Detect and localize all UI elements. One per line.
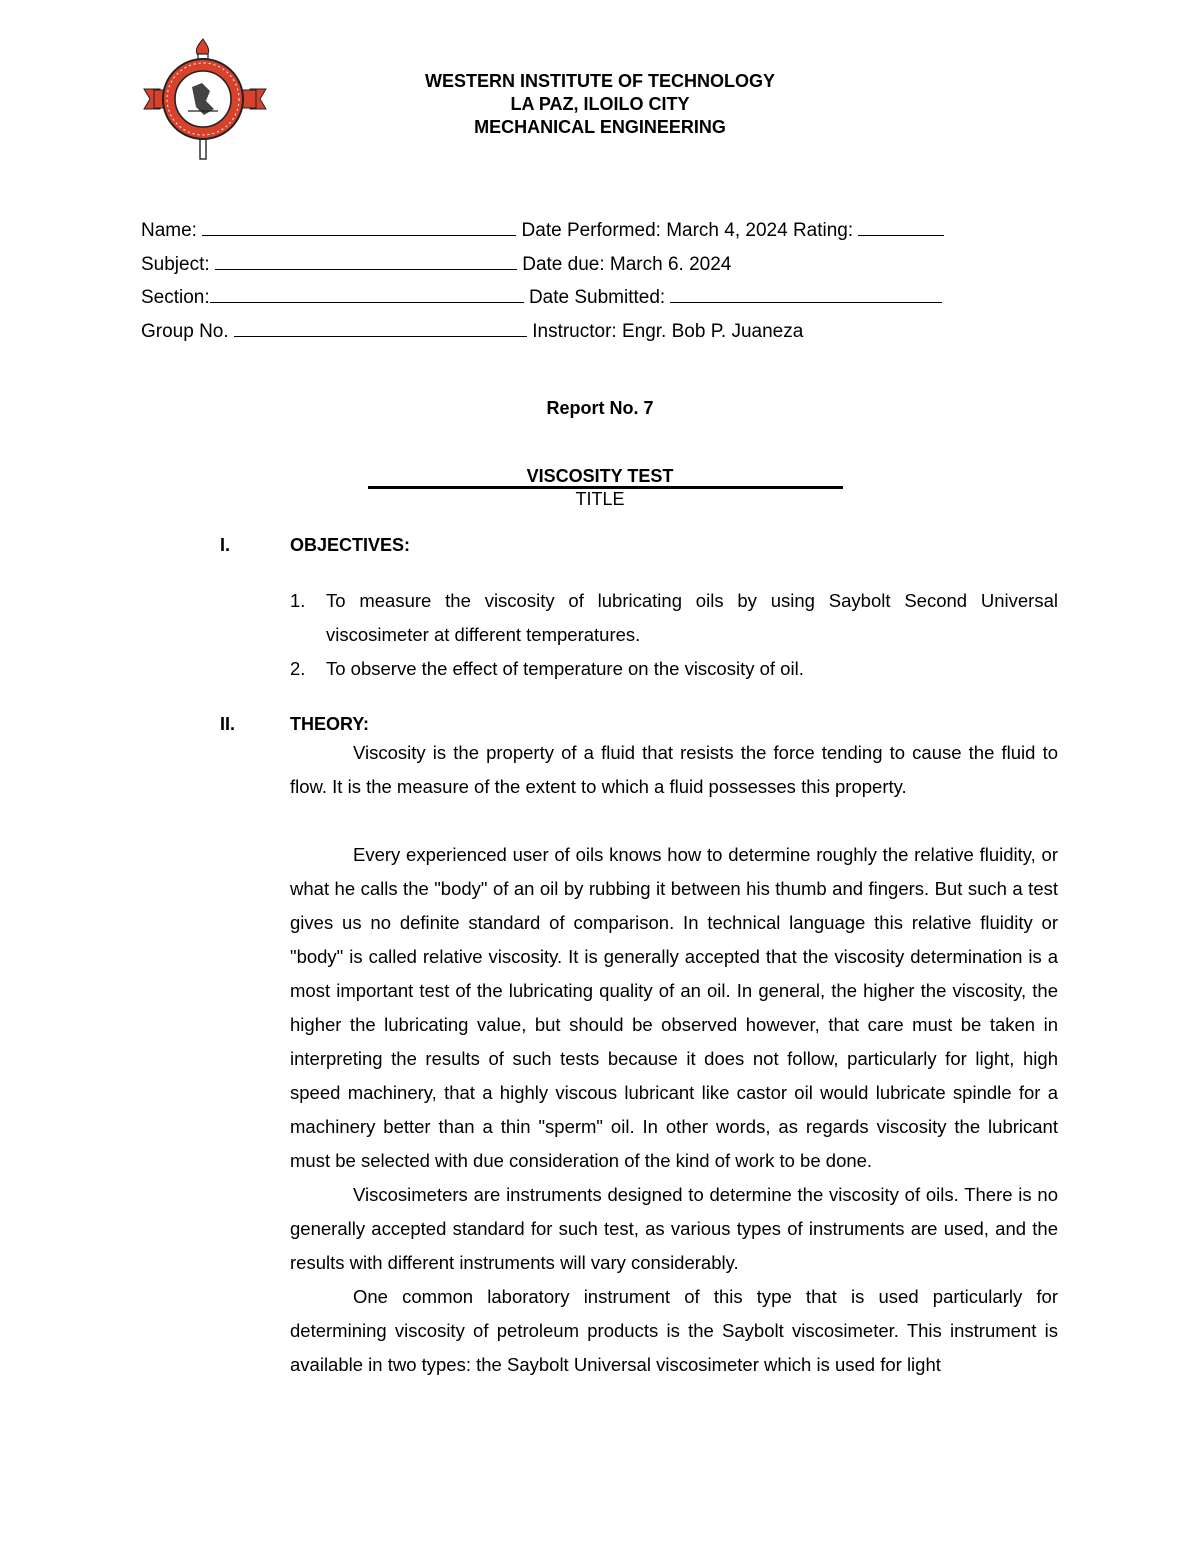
- group-blank[interactable]: [234, 319, 527, 337]
- objectives-numeral: I.: [220, 535, 231, 555]
- list-text: To measure the viscosity of lubricating oils by using Saybolt Second Universal viscosimeter at different temperatures.: [326, 590, 1058, 645]
- info-row-group: [141, 319, 803, 344]
- date-performed: Date Performed: March 4, 2024: [521, 220, 788, 241]
- name-label: Name:: [141, 220, 197, 241]
- report-title: VISCOSITY TEST: [526, 466, 674, 486]
- objectives-list: [290, 584, 1058, 686]
- document-header: [0, 70, 1200, 139]
- rating-blank[interactable]: [858, 218, 944, 236]
- date-submitted-label: Date Submitted:: [528, 287, 666, 308]
- theory-paragraph: One common laboratory instrument of this type that is used particularly for determining viscosity of petroleum products is the Saybolt viscosimeter. This instrument is available in two types: the Saybolt Universal viscosimeter which is used for light: [290, 1286, 1058, 1375]
- theory-numeral: II.: [220, 714, 236, 734]
- subject-blank[interactable]: [215, 252, 517, 270]
- theory-heading: THEORY:: [290, 714, 369, 734]
- group-label: Group No.: [141, 321, 229, 342]
- department-name: MECHANICAL ENGINEERING: [474, 117, 726, 137]
- title-caption: TITLE: [575, 489, 625, 509]
- theory-paragraph: Viscosity is the property of a fluid that resists the force tending to cause the fluid to flow. It is the measure of the extent to which a fluid possesses this property.: [290, 742, 1058, 797]
- date-submitted-blank[interactable]: [670, 285, 942, 303]
- rating-label: Rating:: [792, 220, 854, 241]
- institution-name: WESTERN INSTITUTE OF TECHNOLOGY: [425, 71, 775, 91]
- list-text: To observe the effect of temperature on the viscosity of oil.: [326, 658, 804, 679]
- theory-paragraph: Every experienced user of oils knows how to determine roughly the relative fluidity, or what he calls the "body" of an oil by rubbing it between his thumb and fingers. But such a test gives us no definite standard of comparison. In technical language this relative fluidity or "body" is called relative viscosity. It is generally accepted that the viscosity determination is a most important test of the lubricating quality of an oil. In general, the higher the viscosity, the higher the lubricating value, but should be observed however, that care must be taken in interpreting the results of such tests because it does not follow, particularly for light, high speed machinery, that a highly viscous lubricant like castor oil would lubricate spindle for a machinery better than a thin "sperm" oil. In other words, as regards viscosity the lubricant must be selected with due consideration of the kind of work to be done.: [290, 844, 1058, 1171]
- section-label: Section:: [141, 287, 210, 308]
- list-number: 2.: [290, 658, 306, 679]
- instructor: Instructor: Engr. Bob P. Juaneza: [532, 321, 804, 342]
- report-number: Report No. 7: [546, 398, 654, 418]
- theory-body: [290, 736, 1058, 1382]
- theory-paragraph: Viscosimeters are instruments designed to determine the viscosity of oils. There is no generally accepted standard for such test, as various types of instruments are used, and the results with different instruments will vary considerably.: [290, 1184, 1058, 1273]
- list-item: [290, 584, 1058, 652]
- date-due: Date due: March 6. 2024: [522, 254, 732, 275]
- info-row-section: [141, 285, 942, 310]
- name-blank[interactable]: [202, 218, 516, 236]
- section-blank[interactable]: [210, 285, 524, 303]
- list-item: [290, 652, 1058, 686]
- institution-location: LA PAZ, ILOILO CITY: [510, 94, 690, 114]
- objectives-heading: OBJECTIVES:: [290, 535, 411, 555]
- info-row-subject: [141, 252, 731, 277]
- info-row-name: [141, 218, 944, 243]
- list-number: 1.: [290, 590, 306, 611]
- subject-label: Subject:: [141, 254, 210, 275]
